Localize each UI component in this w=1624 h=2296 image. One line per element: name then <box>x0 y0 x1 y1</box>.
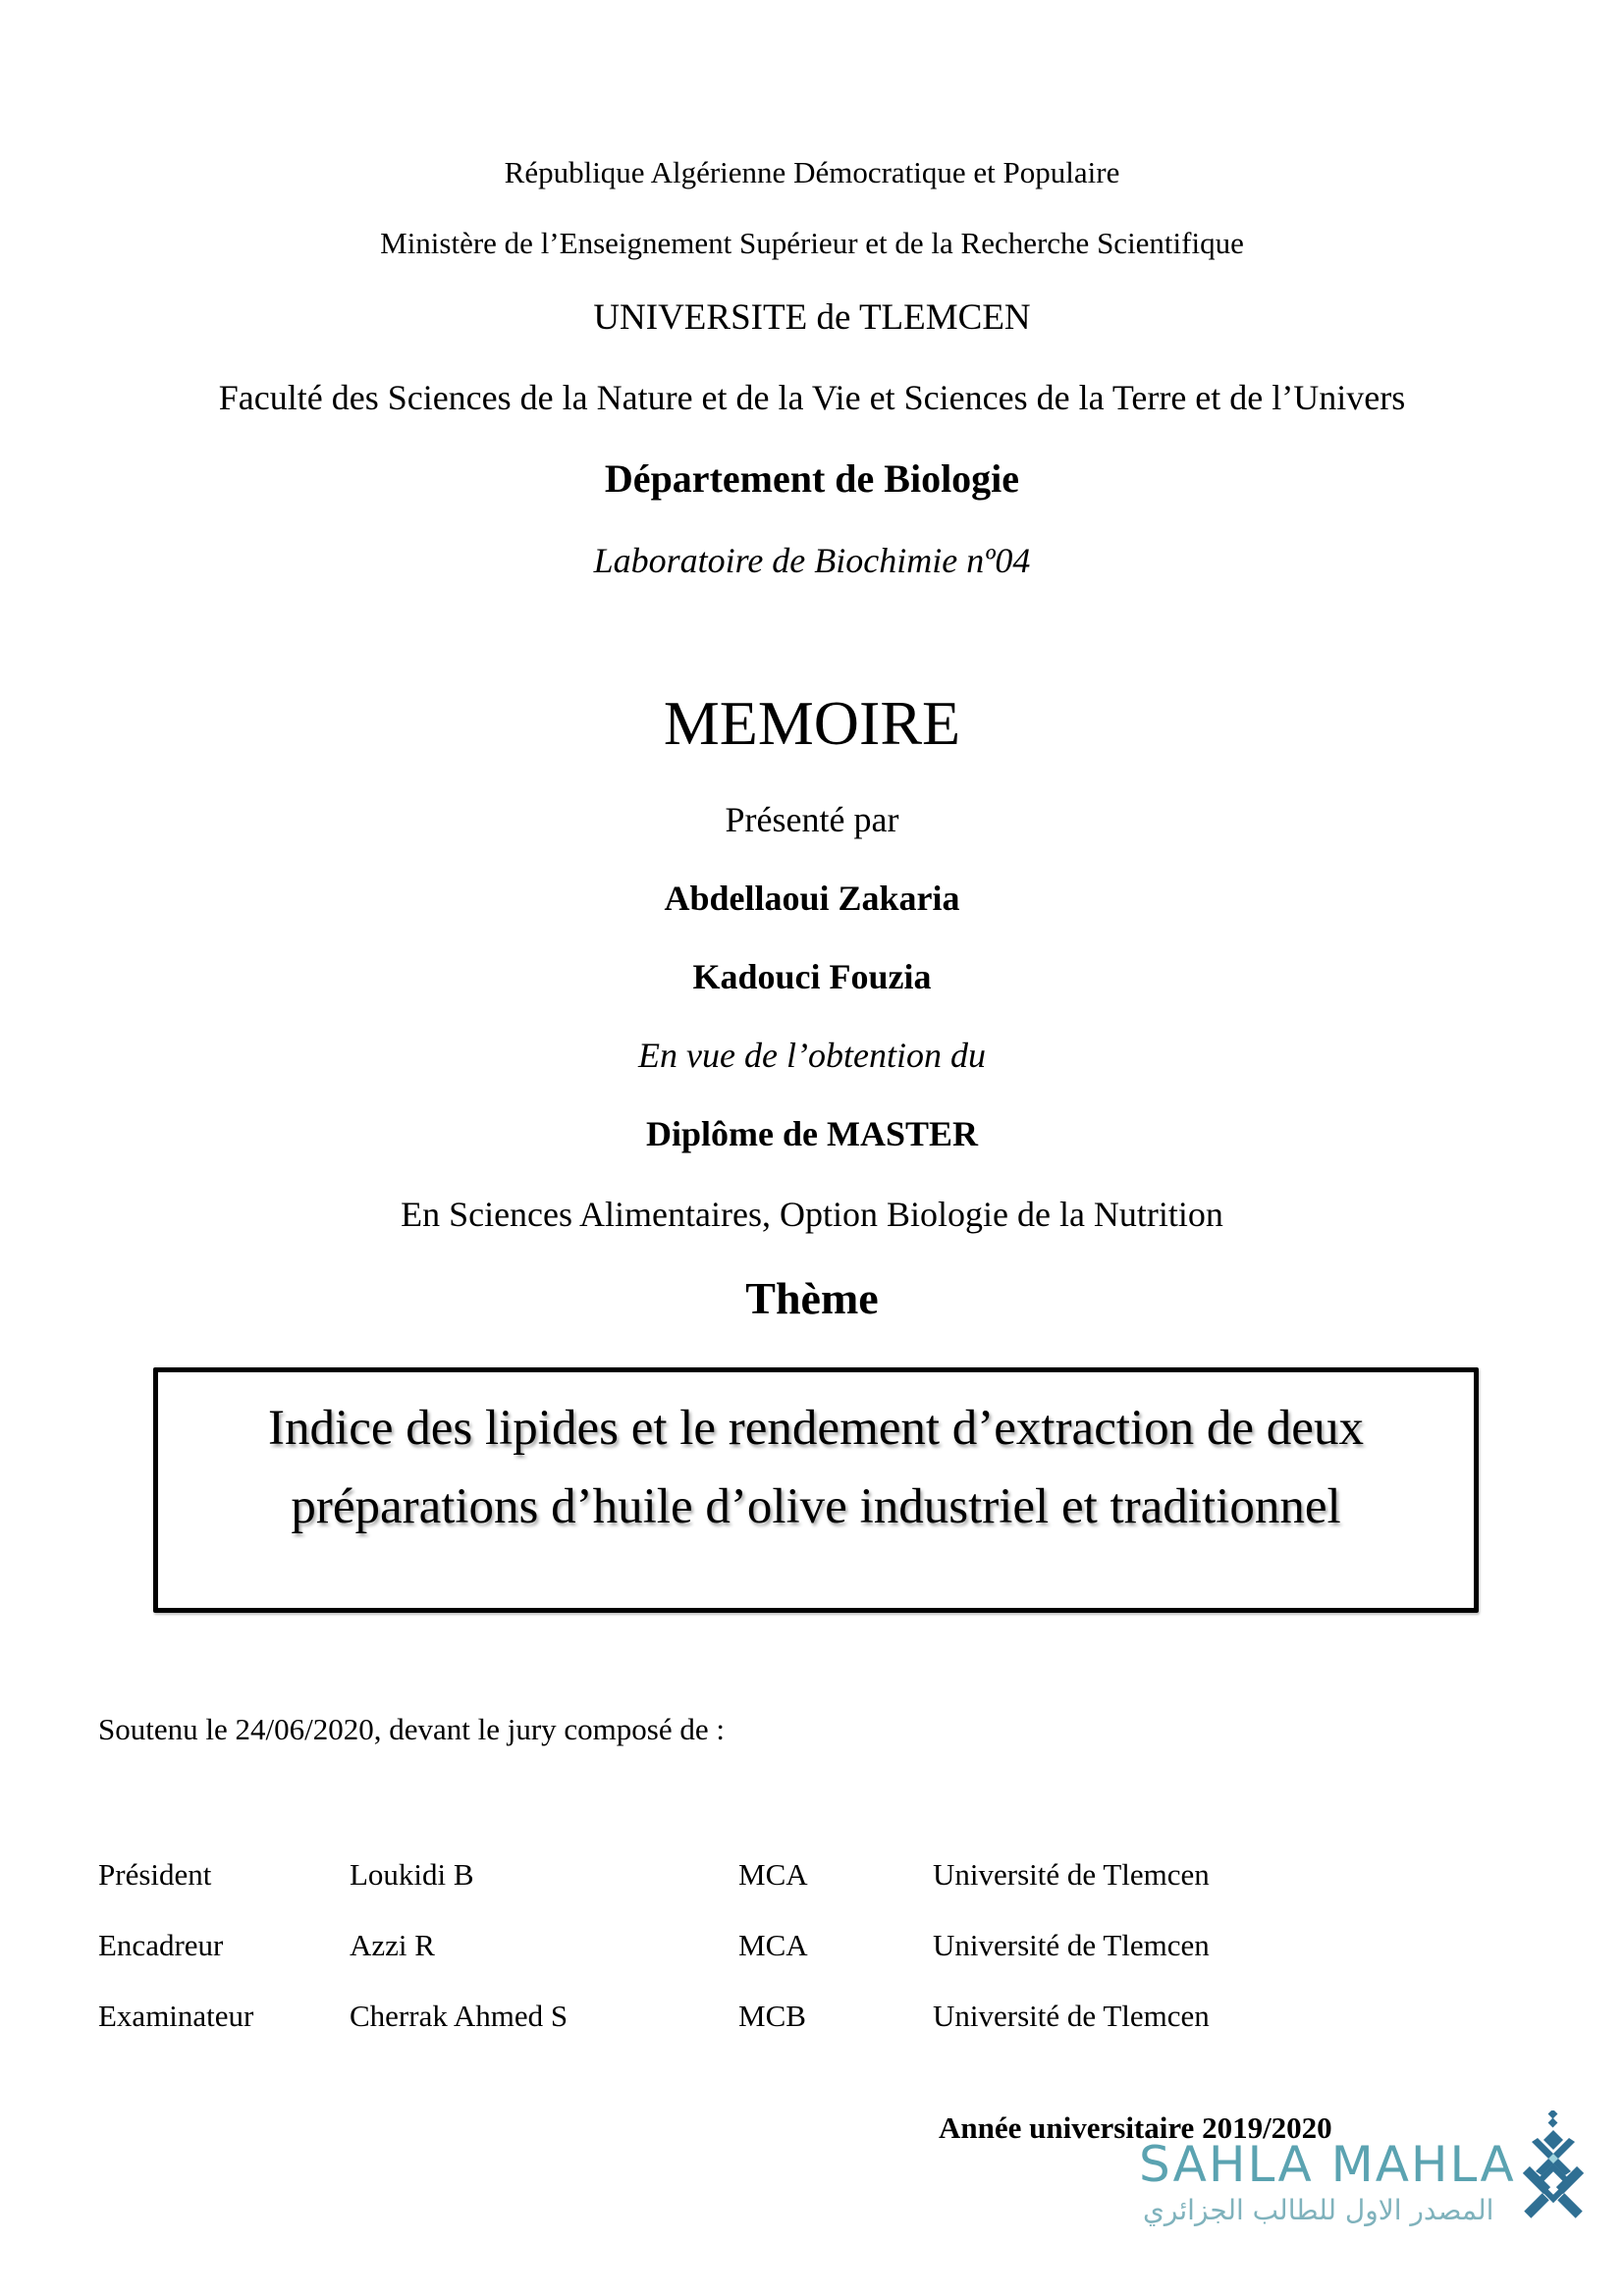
theme-title-line: Indice des lipides et le rendement d’extraction de deux <box>268 1401 1364 1456</box>
sahla-mahla-watermark <box>1139 2136 1624 2248</box>
watermark-tagline: المصدر الاول للطالب الجزائري <box>1143 2194 1494 2226</box>
jury-grade: MCA <box>738 1928 808 1962</box>
jury-name: Cherrak Ahmed S <box>350 1999 568 2033</box>
presented-by-label: Présenté par <box>725 800 899 839</box>
theme-label: Thème <box>745 1273 879 1323</box>
watermark-brand: SAHLA MAHLA <box>1139 2136 1516 2193</box>
jury-grade: MCB <box>738 1999 806 2033</box>
sahla-mahla-logo-icon <box>1514 2110 1593 2228</box>
jury-grade: MCA <box>738 1857 808 1892</box>
specialty-line: En Sciences Alimentaires, Option Biologie de la Nutrition <box>401 1195 1223 1234</box>
republic-line: République Algérienne Démocratique et Populaire <box>504 155 1120 189</box>
author-name: Kadouci Fouzia <box>692 957 932 996</box>
theme-title-line: préparations d’huile d’olive industriel et traditionnel <box>291 1479 1341 1534</box>
jury-institution: Université de Tlemcen <box>933 1999 1210 2033</box>
jury-role: Président <box>98 1857 212 1892</box>
jury-role: Examinateur <box>98 1999 254 2033</box>
jury-name: Azzi R <box>350 1928 435 1962</box>
ministry-line: Ministère de l’Enseignement Supérieur et de la Recherche Scientifique <box>380 226 1244 260</box>
defense-statement: Soutenu le 24/06/2020, devant le jury composé de : <box>98 1712 725 1746</box>
laboratory-name: Laboratoire de Biochimie nº04 <box>593 541 1031 580</box>
jury-role: Encadreur <box>98 1928 224 1962</box>
university-name: UNIVERSITE de TLEMCEN <box>593 297 1031 338</box>
document-type: MEMOIRE <box>663 688 961 758</box>
faculty-line: Faculté des Sciences de la Nature et de la Vie et Sciences de la Terre et de l’Univers <box>218 378 1406 417</box>
academic-year: Année universitaire 2019/2020 <box>939 2110 1332 2145</box>
theme-title-box <box>153 1367 1479 1613</box>
diploma-name: Diplôme de MASTER <box>645 1114 978 1153</box>
purpose-line: En vue de l’obtention du <box>638 1036 986 1075</box>
jury-institution: Université de Tlemcen <box>933 1857 1210 1892</box>
author-name: Abdellaoui Zakaria <box>664 879 960 918</box>
jury-institution: Université de Tlemcen <box>933 1928 1210 1962</box>
jury-name: Loukidi B <box>350 1857 474 1892</box>
department-name: Département de Biologie <box>604 456 1020 501</box>
